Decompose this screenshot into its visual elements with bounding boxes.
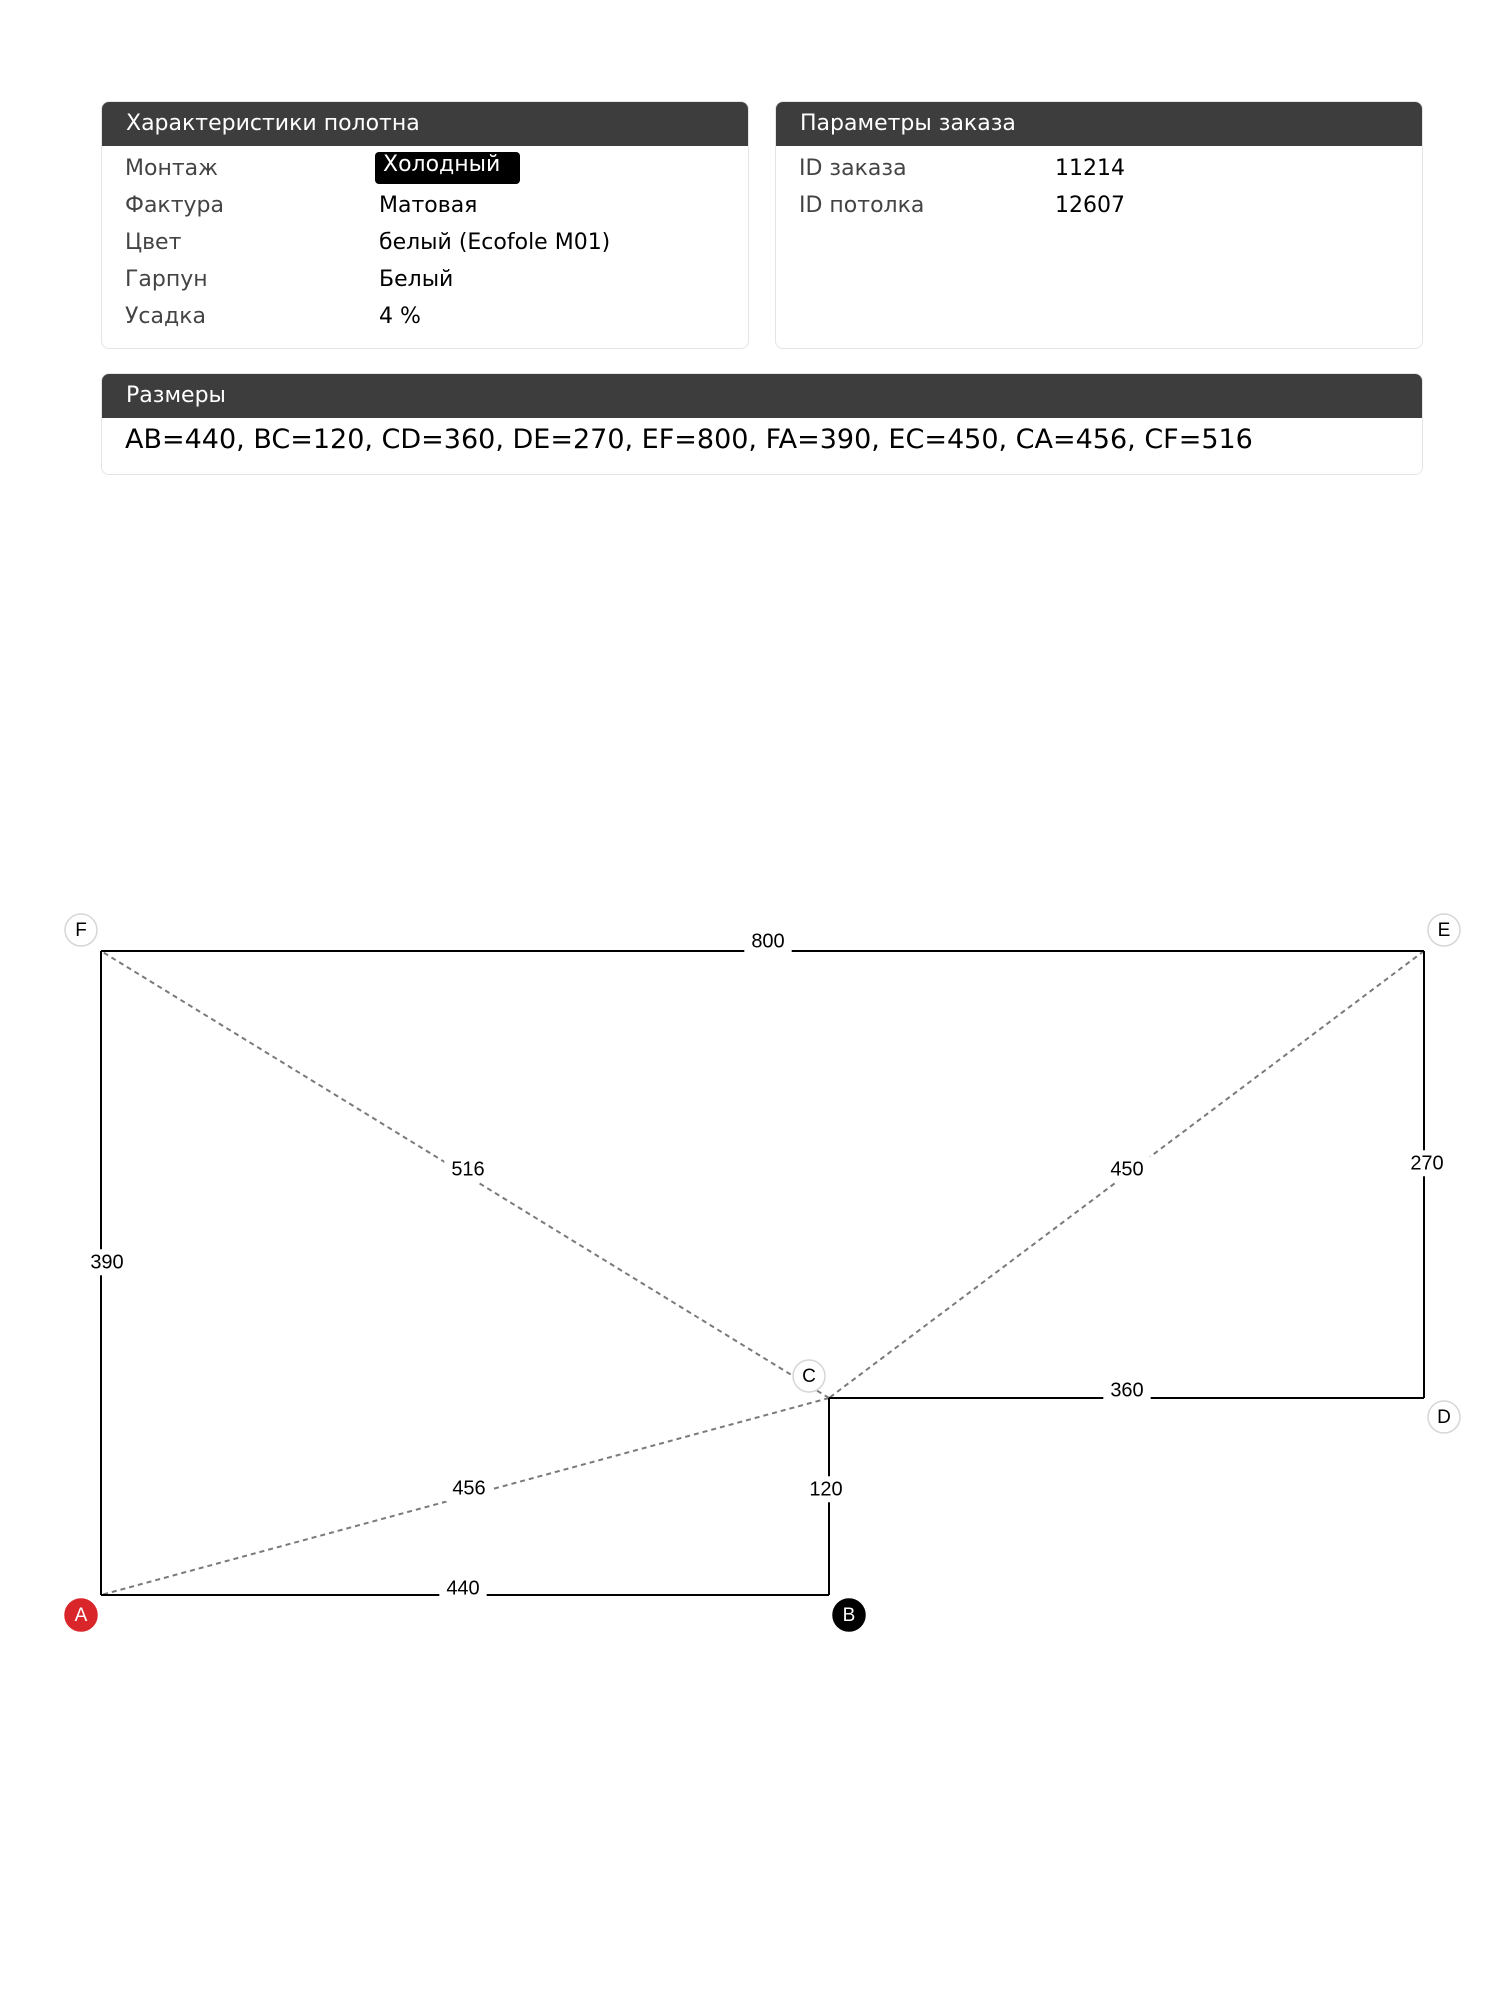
row-value: Матовая	[379, 193, 478, 218]
point-label-a: A	[74, 1605, 88, 1627]
row-value: 12607	[1055, 193, 1125, 218]
characteristics-title: Характеристики полотна	[102, 102, 748, 146]
order-title: Параметры заказа	[776, 102, 1422, 146]
edge-label-BC: 120	[809, 1478, 843, 1501]
point-label-d: D	[1437, 1407, 1451, 1429]
edge-label-EF: 800	[751, 930, 785, 953]
diagonal-label-CF: 516	[451, 1158, 485, 1181]
dimensions-text: AB=440, BC=120, CD=360, DE=270, EF=800, FA=390, EC=450, CA=456, CF=516	[125, 424, 1253, 455]
diagonal-label-CA: 456	[452, 1477, 486, 1500]
edge-label-CD: 360	[1110, 1379, 1144, 1402]
row-value: Белый	[379, 267, 454, 292]
edge-label-DE: 270	[1410, 1152, 1444, 1175]
mounting-badge: Холодный	[375, 152, 520, 184]
row-value: белый (Ecofole M01)	[379, 230, 611, 255]
point-label-e: E	[1437, 920, 1451, 942]
row-label: ID потолка	[799, 193, 925, 218]
row-value: 11214	[1055, 156, 1125, 181]
row-label: Цвет	[125, 230, 182, 255]
diagonal-label-EC: 450	[1110, 1158, 1144, 1181]
edge-label-FA: 390	[90, 1251, 124, 1274]
row-label: Фактура	[125, 193, 224, 218]
dimensions-title: Размеры	[102, 374, 1422, 418]
row-label: ID заказа	[799, 156, 907, 181]
point-label-c: C	[802, 1366, 816, 1388]
row-label: Усадка	[125, 304, 206, 329]
edge-label-AB: 440	[446, 1577, 480, 1600]
row-label: Гарпун	[125, 267, 208, 292]
point-label-f: F	[75, 920, 87, 942]
row-label: Монтаж	[125, 156, 218, 181]
row-value: 4 %	[379, 304, 421, 329]
point-label-b: B	[842, 1605, 856, 1627]
